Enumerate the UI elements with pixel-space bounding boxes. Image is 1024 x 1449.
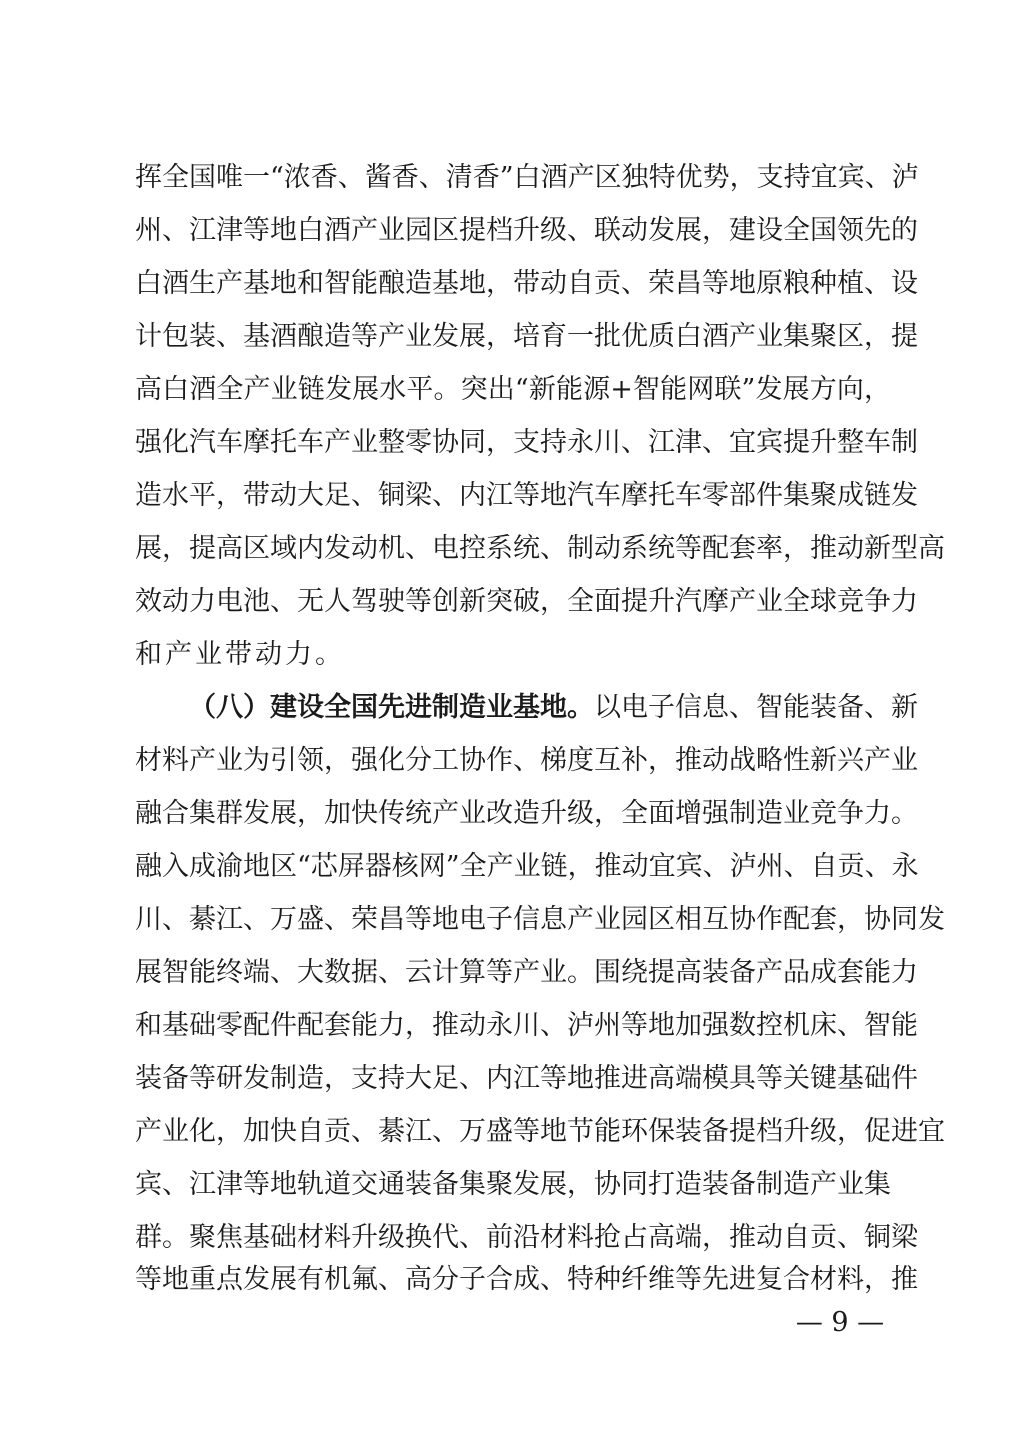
paragraph-line: 产业化，加快自贡、綦江、万盛等地节能环保装备提档升级，促进宜 — [135, 1116, 945, 1147]
paragraph-line: 群。聚焦基础材料升级换代、前沿材料抢占高端，推动自贡、铜梁 — [135, 1222, 918, 1253]
paragraph-line: 计包装、基酒酿造等产业发展，培育一批优质白酒产业集聚区，提 — [135, 321, 918, 352]
paragraph-line: 白酒生产基地和智能酿造基地，带动自贡、荣昌等地原粮种植、设 — [135, 268, 918, 299]
paragraph-line: 和产业带动力。 — [135, 639, 345, 670]
page-number: — 9 — — [795, 1307, 885, 1338]
paragraph-line: 川、綦江、万盛、荣昌等地电子信息产业园区相互协作配套，协同发 — [135, 904, 945, 935]
paragraph-line: 造水平，带动大足、铜梁、内江等地汽车摩托车零部件集聚成链发 — [135, 480, 918, 511]
paragraph-line: 高白酒全产业链发展水平。突出“新能源+智能网联”发展方向， — [135, 374, 891, 405]
section-heading: （八）建设全国先进制造业基地。 — [189, 692, 594, 723]
paragraph-line: 材料产业为引领，强化分工协作、梯度互补，推动战略性新兴产业 — [135, 745, 918, 776]
paragraph-line: 融合集群发展，加快传统产业改造升级，全面增强制造业竞争力。 — [135, 798, 918, 829]
paragraph-line: 强化汽车摩托车产业整零协同，支持永川、江津、宜宾提升整车制 — [135, 427, 918, 458]
paragraph-line: 融入成渝地区“芯屏器核网”全产业链，推动宜宾、泸州、自贡、永 — [135, 851, 919, 882]
paragraph-line: 挥全国唯一“浓香、酱香、清香”白酒产区独特优势，支持宜宾、泸 — [135, 162, 919, 193]
paragraph-line: 展智能终端、大数据、云计算等产业。围绕提高装备产品成套能力 — [135, 957, 918, 988]
paragraph-line: 州、江津等地白酒产业园区提档升级、联动发展，建设全国领先的 — [135, 215, 918, 246]
paragraph-line: 展，提高区域内发动机、电控系统、制动系统等配套率，推动新型高 — [135, 533, 945, 564]
paragraph-line: 等地重点发展有机氟、高分子合成、特种纤维等先进复合材料，推 — [135, 1264, 918, 1295]
paragraph-line: 装备等研发制造，支持大足、内江等地推进高端模具等关键基础件 — [135, 1063, 918, 1094]
paragraph-text: 以电子信息、智能装备、新 — [594, 692, 918, 723]
paragraph-line: 宾、江津等地轨道交通装备集聚发展，协同打造装备制造产业集 — [135, 1169, 891, 1200]
paragraph-line: 效动力电池、无人驾驶等创新突破，全面提升汽摩产业全球竞争力 — [135, 586, 918, 617]
section-heading-line — [189, 688, 918, 728]
paragraph-line: 和基础零配件配套能力，推动永川、泸州等地加强数控机床、智能 — [135, 1010, 918, 1041]
